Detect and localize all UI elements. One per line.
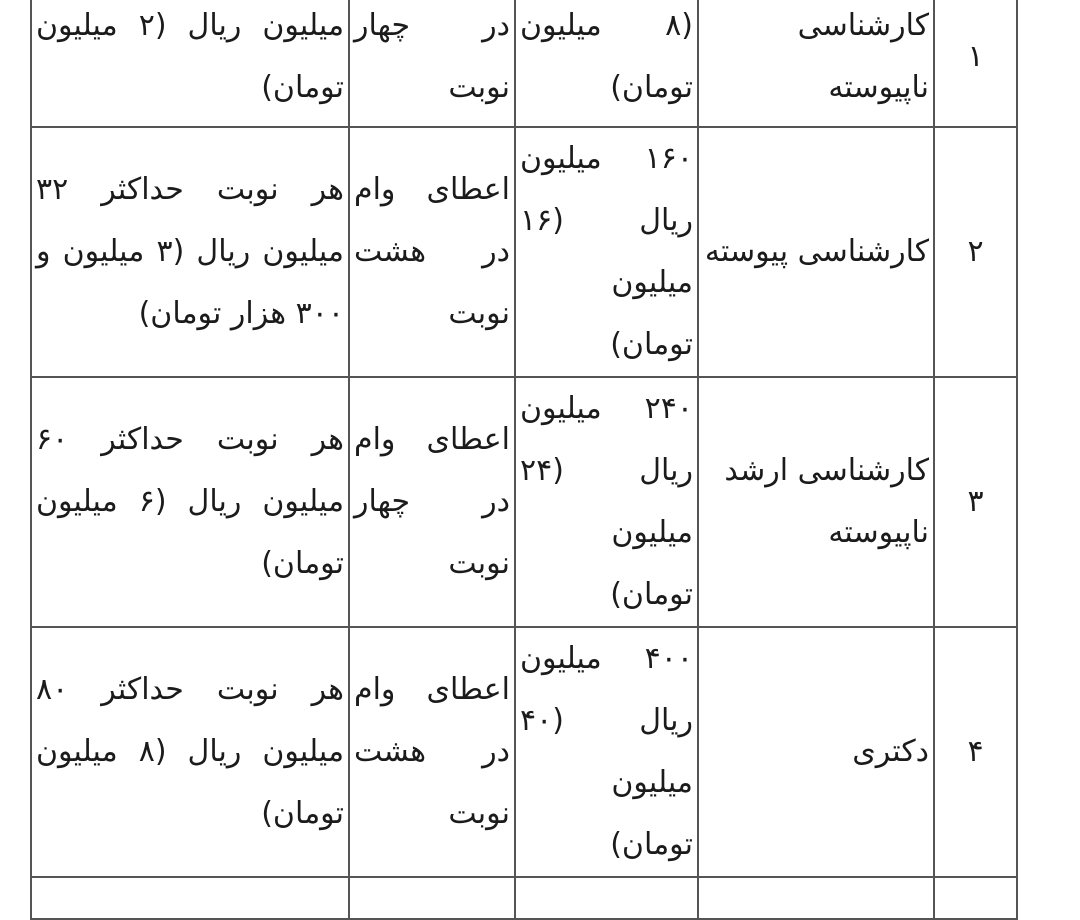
table-row [31,0,1017,127]
installments-cell: اعطای وام در هشت نوبت [349,627,515,877]
degree-cell: کارشناسی ارشد ناپیوسته [698,377,934,627]
total-loan-cell: ۴۰۰ میلیون ریال (۴۰ میلیون تومان) [515,627,698,877]
per-installment-cell: میلیون ریال (۲ میلیون تومان) [31,0,349,127]
per-installment-cell: هر نوبت حداکثر ۶۰ میلیون ریال (۶ میلیون تومان) [31,377,349,627]
total-loan-cell: (۸ میلیون تومان) [515,0,698,127]
installments-cell: اعطای وام در هشت نوبت [349,127,515,377]
loan-table [30,0,1018,920]
table-row [31,627,1017,877]
per-installment-cell: هر نوبت حداکثر ۸۰ میلیون ریال (۸ میلیون تومان) [31,627,349,877]
degree-cell: کارشناسی پیوسته [698,127,934,377]
table-row [31,127,1017,377]
empty-cell [515,877,698,919]
empty-cell [698,877,934,919]
installments-cell: در چهار نوبت [349,0,515,127]
row-number-cell: ۲ [934,127,1017,377]
empty-cell [349,877,515,919]
table-row-partial [31,877,1017,919]
per-installment-cell: هر نوبت حداکثر ۳۲ میلیون ریال (۳ میلیون و ۳۰۰ هزار تومان) [31,127,349,377]
empty-cell [934,877,1017,919]
degree-cell: دکتری [698,627,934,877]
table-row [31,377,1017,627]
row-number-cell: ۳ [934,377,1017,627]
total-loan-cell: ۱۶۰ میلیون ریال (۱۶ میلیون تومان) [515,127,698,377]
installments-cell: اعطای وام در چهار نوبت [349,377,515,627]
total-loan-cell: ۲۴۰ میلیون ریال (۲۴ میلیون تومان) [515,377,698,627]
row-number-cell: ۱ [934,0,1017,127]
empty-cell [31,877,349,919]
row-number-cell: ۴ [934,627,1017,877]
degree-cell: کارشناسی ناپیوسته [698,0,934,127]
